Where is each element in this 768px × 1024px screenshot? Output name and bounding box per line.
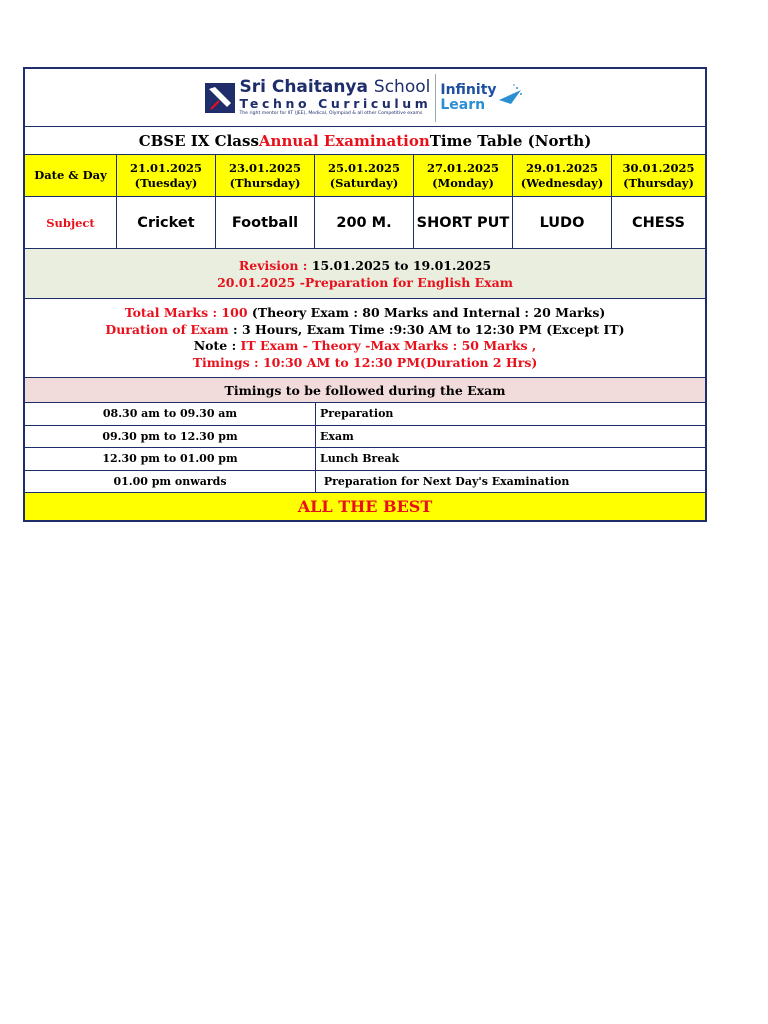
- timing-row: [25, 471, 705, 494]
- timing-activity: Lunch Break: [320, 452, 400, 466]
- date-row: [25, 155, 705, 197]
- date-cell: 23.01.2025 (Thursday): [216, 155, 315, 196]
- subject-cell: Football: [216, 197, 315, 248]
- timing-activity: Preparation: [320, 407, 394, 421]
- it-exam-timings: Timings : 10:30 AM to 12:30 PM(Duration 2 Hrs): [192, 354, 538, 370]
- curriculum-name: Techno Curriculum: [239, 96, 432, 111]
- partner-name-line1: Infinity: [440, 81, 497, 98]
- school-emblem-icon: [205, 83, 235, 113]
- timing-row: [25, 403, 705, 426]
- subject-cell: CHESS: [632, 214, 685, 231]
- timing-time: 08.30 am to 09.30 am: [25, 403, 316, 425]
- logo-divider: [435, 74, 436, 122]
- date-cell: 29.01.2025 (Wednesday): [513, 155, 612, 196]
- it-exam-note: Note : IT Exam - Theory -Max Marks : 50 Marks ,: [193, 338, 537, 353]
- revision-note: 20.01.2025 -Preparation for English Exam: [217, 274, 513, 290]
- date-day-label: Date & Day: [25, 155, 117, 196]
- revision-dates: Revision : 15.01.2025 to 19.01.2025: [238, 257, 492, 273]
- timing-time: 12.30 pm to 01.00 pm: [25, 448, 316, 470]
- school-name: Sri Chaitanya School: [239, 77, 431, 97]
- timing-activity: Exam: [320, 429, 354, 443]
- school-tagline: The right mentor for IIT (JEE), Medical, Olympiad & all other Competitive exams: [239, 111, 423, 116]
- timing-row: [25, 426, 705, 449]
- marks-section: [25, 299, 705, 378]
- subject-cell: Cricket: [117, 197, 216, 248]
- subject-cell: SHORT PUT: [414, 197, 513, 248]
- all-the-best-banner: ALL THE BEST: [25, 493, 705, 520]
- subject-label: Subject: [25, 197, 117, 248]
- subject-cell: LUDO: [513, 197, 612, 248]
- timetable-sheet: [23, 67, 707, 522]
- date-cell: 21.01.2025 (Tuesday): [117, 155, 216, 196]
- page-title: CBSE IX Class Annual Examination Time Table (North): [25, 127, 705, 155]
- date-cell: 27.01.2025 (Monday): [414, 155, 513, 196]
- total-marks: Total Marks : 100 (Theory Exam : 80 Marks and Internal : 20 Marks): [124, 305, 606, 320]
- timing-time: 09.30 pm to 12.30 pm: [25, 426, 316, 448]
- timing-activity: Preparation for Next Day's Examination: [320, 474, 570, 488]
- timing-row: [25, 448, 705, 471]
- subject-row: [25, 197, 705, 249]
- revision-section: [25, 249, 705, 299]
- partner-name-line2: Learn: [440, 96, 486, 113]
- school-logo: [205, 78, 431, 117]
- date-cell: 25.01.2025 (Saturday): [315, 155, 414, 196]
- timing-time: 01.00 pm onwards: [25, 471, 316, 493]
- subject-cell: 200 M.: [315, 197, 414, 248]
- timings-heading: Timings to be followed during the Exam: [25, 378, 705, 403]
- logo-row: [25, 69, 705, 127]
- exam-duration: Duration of Exam : 3 Hours, Exam Time :9:30 AM to 12:30 PM (Except IT): [105, 321, 625, 337]
- arrow-logo-icon: [497, 82, 525, 114]
- partner-logo: [440, 83, 496, 113]
- date-cell: 30.01.2025 (Thursday): [622, 160, 695, 190]
